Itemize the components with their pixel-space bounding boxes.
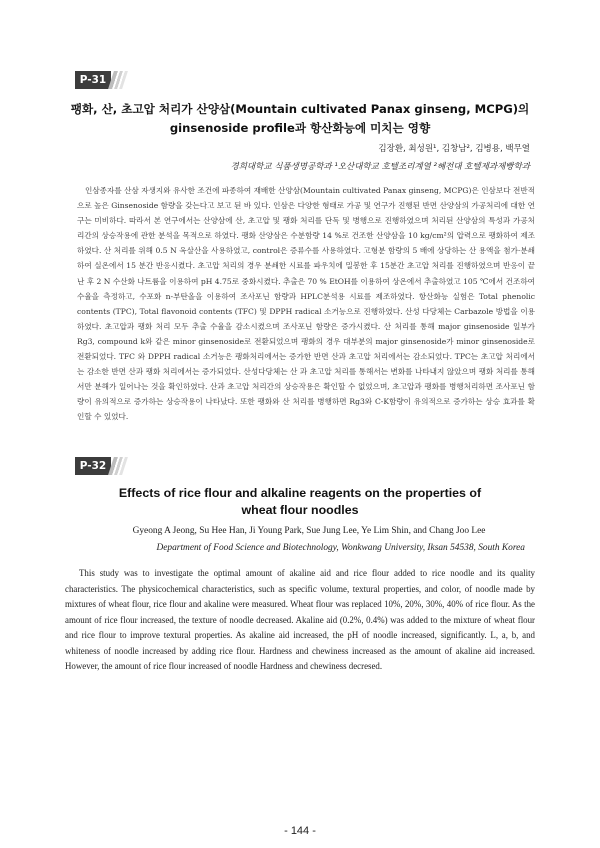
affiliation: Department of Food Science and Biotechnology, Wonkwang University, Iksan 54538, South Korea: [156, 543, 525, 553]
abstract-body: This study was to investigate the optimal amount of akaline aid and rice flour added to rice noodle and its quality characteristics. The physicochemical characteristics, such as specific volume, textural properties, and color, of noodle made by mixtures of wheat flour, rice flour and akaline were measured. Wheat flour was replaced 10%, 20%, 30%, 40% of rice flour. As the amount of rice flour increased, the texture of noodle decreased. Akaline aid (0.2%, 0.4%) was added to the mixture of wheat flour and rice flour to improve textural properties. As akaline aid increased, the pH of noodle increased, significantly. L, a, b, and whiteness of noodle increased by adding rice flour. Hardness and chewiness increased as the amount of akaline aid increased. However, the amount of rice flour increased of noodle Hardness and chewiness decresed.: [65, 568, 535, 671]
badge-stripes: [108, 457, 128, 475]
author-list: Gyeong A Jeong, Su Hee Han, Ji Young Park, Sue Jung Lee, Ye Lim Shin, and Chang Joo Lee: [132, 526, 486, 536]
abstract-title-line1: 팽화, 산, 초고압 처리가 산양삼(Mountain cultivated Panax ginseng, MCPG)의: [70, 102, 530, 116]
abstract-title-line1: Effects of rice flour and alkaline reagents on the properties of: [118, 486, 482, 500]
affiliation: 경희대학교 식품생명공학과 ¹오산대학교 호텔조리계열 ²혜전대 호텔제과제빵학과: [230, 162, 530, 172]
abstract-badge: [75, 457, 125, 475]
badge-label: P-31: [75, 71, 111, 89]
abstract-badge: [75, 71, 125, 89]
abstract-title-line2: wheat flour noodles: [241, 503, 359, 517]
badge-stripes: [108, 71, 128, 89]
author-list: 김장환, 최성원¹, 김창남², 김병용, 백무열: [378, 144, 530, 154]
abstract-body: 인삼종자를 산삼 자생지와 유사한 조건에 파종하여 재배한 산양삼(Mountain cultivated Panax ginseng, MCPG)은 인삼보다 전반적으로 높은 Ginsenoside 함량을 갖는다고 보고 된 바 있다. 인삼은 다양한 형태로 가공 및 연구가 진행된 반면 산양삼의 가공처리에 대한 연구는 미비하다. 따라서 본 연구에서는 산양삼에 산, 초고압 및 팽화 처리를 단독 및 병행으로 진행하였으며 처리된 산양삼의 특성과 가공처리간의 상승작용에 관한 분석을 목적으로 하였다. 팽화 산양삼은 수분함량 14 %로 건조한 산양삼을 10 kg/cm²의 압력으로 팽화하여 제조하였다. 산 처리를 위해 0.5 N 옥살산을 사용하였고, control은 증류수를 사용하였다. 고형분 함량의 5 배에 상당하는 산 용액을 첨가·분쇄하여 실온에서 15 분간 반응시켰다. 초고압 처리의 경우 분쇄한 시료를 파우치에 밀봉한 후 15분간 초고압 처리를 진행하였으며 반응이 끝난 후 2 N 수산화 나트륨을 이용하여 pH 4.75로 중화시켰다. 추출은 70 % EtOH를 이용하여 상온에서 추출하였고 105 ℃에서 건조하여 수율을 측정하고, 수포화 n-부탄올을 이용하여 조사포닌 함량과 HPLC분석용 시료를 제조하였다. 항산화능 실험은 Total phenolic contents (TPC), Total flavonoid contents (TFC) 및 DPPH radical 소거능으로 진행하였다. 산성 다당체는 Carbazole 방법을 이용하였다. 초고압과 팽화 처리 모두 추출 수율을 감소시켰으며 조사포닌 함량은 증가시켰다. 산 처리를 통해 major ginsenoside 일부가 Rg3, compound k와 같은 minor ginsenoside로 전환되었으며 팽화의 경우 대부분의 major ginsenoside가 minor ginsenoside로 전환되었다. TFC 와 DPPH radical 소거능은 팽화처리에서는 증가한 반면 산과 초고압 처리에서는 감소되었다. TPC는 초고압 처리에서는 감소한 반면 산과 팽화 처리에서는 증가되었다. 산성다당체는 산 과 초고압 처리를 통해서는 변화를 나타내지 않았으며 팽화 처리를 통해서만 분해가 일어나는 것을 확인하였다. 산과 초고압 처리간의 상승작용은 확인할 수 없었으며, 초고압과 팽화를 병행처리하면 조사포닌 함량이 유의적으로 증가하는 상승작용이 나타났다. 또한 팽화와 산 처리를 병행하면 Rg3와 C-K함량이 유의적으로 증가하는 상승 효과를 확인할 수 있었다.: [77, 186, 535, 422]
page-number: - 144 -: [284, 825, 316, 837]
badge-label: P-32: [75, 457, 111, 475]
abstract-title-line2: ginsenoside profile과 항산화능에 미치는 영향: [169, 121, 431, 135]
